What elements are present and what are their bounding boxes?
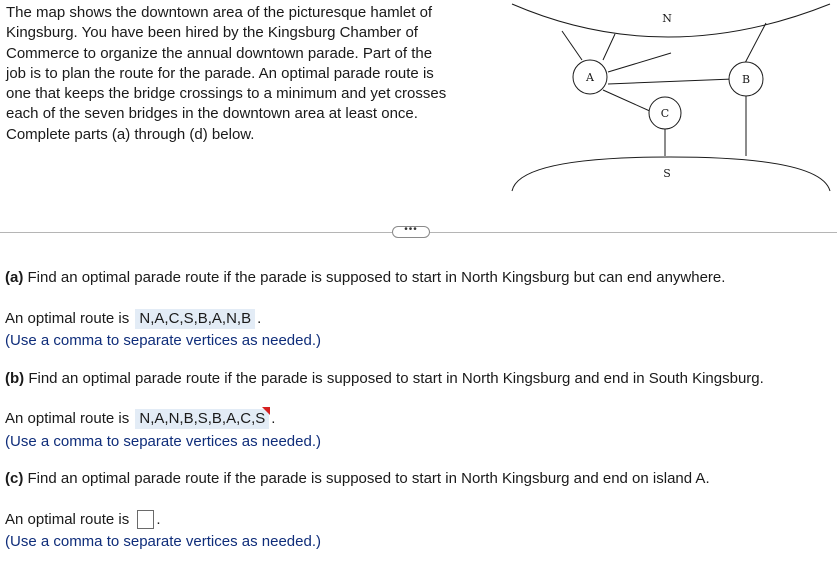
part-a-prefix: An optimal route is xyxy=(5,310,134,327)
part-b-prefix: An optimal route is xyxy=(5,410,134,427)
part-c-hint: (Use a comma to separate vertices as needed.) xyxy=(5,533,321,550)
island-b xyxy=(729,62,763,96)
problem-statement: The map shows the downtown area of the picturesque hamlet of Kingsburg. You have been hired by the Kingsburg Chamber of Commerce to organize the annual downtown parade. Part of the job is to plan the route for the parade. An optimal parade route is one that keeps the bridge crossings to a minimum and yet crosses each of the seven bridges in the downtown area at least once. Complete parts (a) through (d) below. xyxy=(6,4,447,143)
south-label: S xyxy=(663,167,671,180)
part-b-hint: (Use a comma to separate vertices as needed.) xyxy=(5,433,321,450)
part-a-period: . xyxy=(257,310,262,327)
part-b-text: Find an optimal parade route if the parade is supposed to start in North Kingsburg and end in South Kingsburg. xyxy=(24,370,764,387)
south-bank xyxy=(512,157,830,191)
part-b-tag: (b) xyxy=(5,370,25,387)
part-b-answer-row xyxy=(5,409,275,429)
part-c-answer-input[interactable] xyxy=(137,510,154,529)
part-c-period: . xyxy=(156,511,161,528)
part-a-tag: (a) xyxy=(5,269,24,286)
north-label: N xyxy=(662,12,672,25)
part-a-question xyxy=(5,269,725,287)
part-a-text: Find an optimal parade route if the parade is supposed to start in North Kingsburg but can end anywhere. xyxy=(23,269,726,286)
island-c xyxy=(649,97,681,129)
island-a-label: A xyxy=(586,71,594,84)
part-c-answer-row xyxy=(5,510,161,529)
island-c-label: C xyxy=(660,107,670,120)
island-b-label: B xyxy=(741,73,751,86)
part-a-hint: (Use a comma to separate vertices as needed.) xyxy=(5,332,321,349)
part-c-tag: (c) xyxy=(5,470,24,487)
part-c-prefix: An optimal route is xyxy=(5,511,134,528)
part-b-question xyxy=(5,370,764,388)
part-b-period: . xyxy=(271,410,276,427)
expand-more-button[interactable]: ••• xyxy=(392,226,430,238)
part-c-text: Find an optimal parade route if the parade is supposed to start in North Kingsburg and end on island A. xyxy=(23,470,710,487)
part-a-answer[interactable]: N,A,C,S,B,A,N,B xyxy=(135,309,255,329)
part-a-answer-row xyxy=(5,309,261,329)
bridge-map xyxy=(505,0,837,200)
island-a xyxy=(573,60,607,94)
part-b-answer[interactable]: N,A,N,B,S,B,A,C,S xyxy=(135,409,269,429)
part-c-question xyxy=(5,470,710,488)
